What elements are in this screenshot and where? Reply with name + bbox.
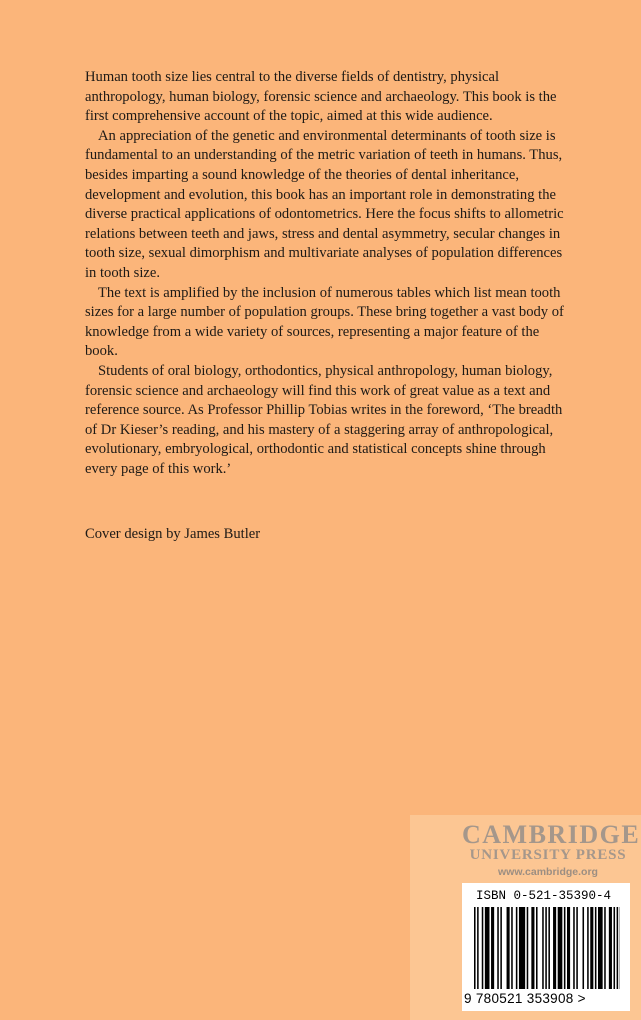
- isbn-text: ISBN 0-521-35390-4: [476, 889, 612, 903]
- barcode-bar: [542, 907, 544, 989]
- barcode-bar: [519, 907, 525, 989]
- barcode-bar: [617, 907, 619, 989]
- back-cover-blurb: [85, 68, 565, 479]
- barcode-label: [462, 883, 630, 1011]
- barcode-bar: [491, 907, 494, 989]
- barcode-bar: [614, 907, 616, 989]
- barcode-bar: [573, 907, 575, 989]
- barcode-bar: [477, 907, 479, 989]
- blurb-paragraph: An appreciation of the genetic and environmental determinants of tooth size is fundamental to an understanding of the metric variation of teeth in humans. Thus, besides imparting a sound knowledge of the theories of dental inheritance, development and evolution, this book has an important role in demonstrating the diverse practical applications of odontometrics. Here the focus shifts to allometric relations between teeth and jaws, stress and dental asymmetry, secular changes in tooth size, sexual dimorphism and multivariate analyses of population differences in tooth size.: [85, 127, 564, 281]
- barcode-bars: [474, 907, 620, 989]
- barcode-bar: [583, 907, 585, 989]
- barcode-bar: [553, 907, 556, 989]
- barcode-bar: [598, 907, 603, 989]
- barcode-bar: [536, 907, 538, 989]
- barcode-bar: [587, 907, 589, 989]
- barcode-bar: [595, 907, 597, 989]
- cover-design-credit: Cover design by James Butler: [85, 526, 261, 542]
- barcode-bar: [527, 907, 529, 989]
- barcode-bar: [564, 907, 566, 989]
- publisher-logo-subtitle: UNIVERSITY PRESS: [469, 847, 627, 863]
- barcode-bar: [548, 907, 550, 989]
- barcode-bar: [576, 907, 578, 989]
- publisher-panel: [410, 815, 641, 1020]
- barcode-bar: [531, 907, 534, 989]
- barcode-bar: [474, 907, 476, 989]
- barcode-bar: [482, 907, 484, 989]
- barcode-bar: [604, 907, 606, 989]
- blurb-paragraph: The text is amplified by the inclusion of numerous tables which list mean tooth sizes for a large number of population groups. These bring together a vast body of knowledge from a wide variety of sources, representing a major feature of the book.: [85, 284, 564, 360]
- barcode-bar: [485, 907, 490, 989]
- barcode-bar: [511, 907, 513, 989]
- barcode-bar: [558, 907, 563, 989]
- publisher-logo-name: CAMBRIDGE: [462, 820, 641, 849]
- barcode-bar: [545, 907, 547, 989]
- publisher-url: www.cambridge.org: [498, 866, 598, 878]
- barcode-bar: [500, 907, 502, 989]
- blurb-paragraph: Students of oral biology, orthodontics, physical anthropology, human biology, forensic science and archaeology will find this work of great value as a text and reference source. As Professor Phillip Tobias writes in the foreword, ‘The breadth of Dr Kieser’s reading, and his mastery of a staggering array of anthropological, evolutionary, embryological, orthodontic and statistical concepts shine through every page of this work.’: [85, 362, 563, 477]
- barcode-bar: [590, 907, 593, 989]
- barcode-bar: [516, 907, 518, 989]
- barcode-bar: [497, 907, 499, 989]
- ean-digits: 9 780521 353908 >: [464, 991, 586, 1006]
- blurb-paragraph: Human tooth size lies central to the diverse fields of dentistry, physical anthropology, human biology, forensic science and archaeology. This book is the first comprehensive account of the topic, aimed at this wide audience.: [85, 69, 557, 125]
- barcode-bar: [507, 907, 510, 989]
- barcode-bar: [567, 907, 570, 989]
- barcode-bar: [609, 907, 612, 989]
